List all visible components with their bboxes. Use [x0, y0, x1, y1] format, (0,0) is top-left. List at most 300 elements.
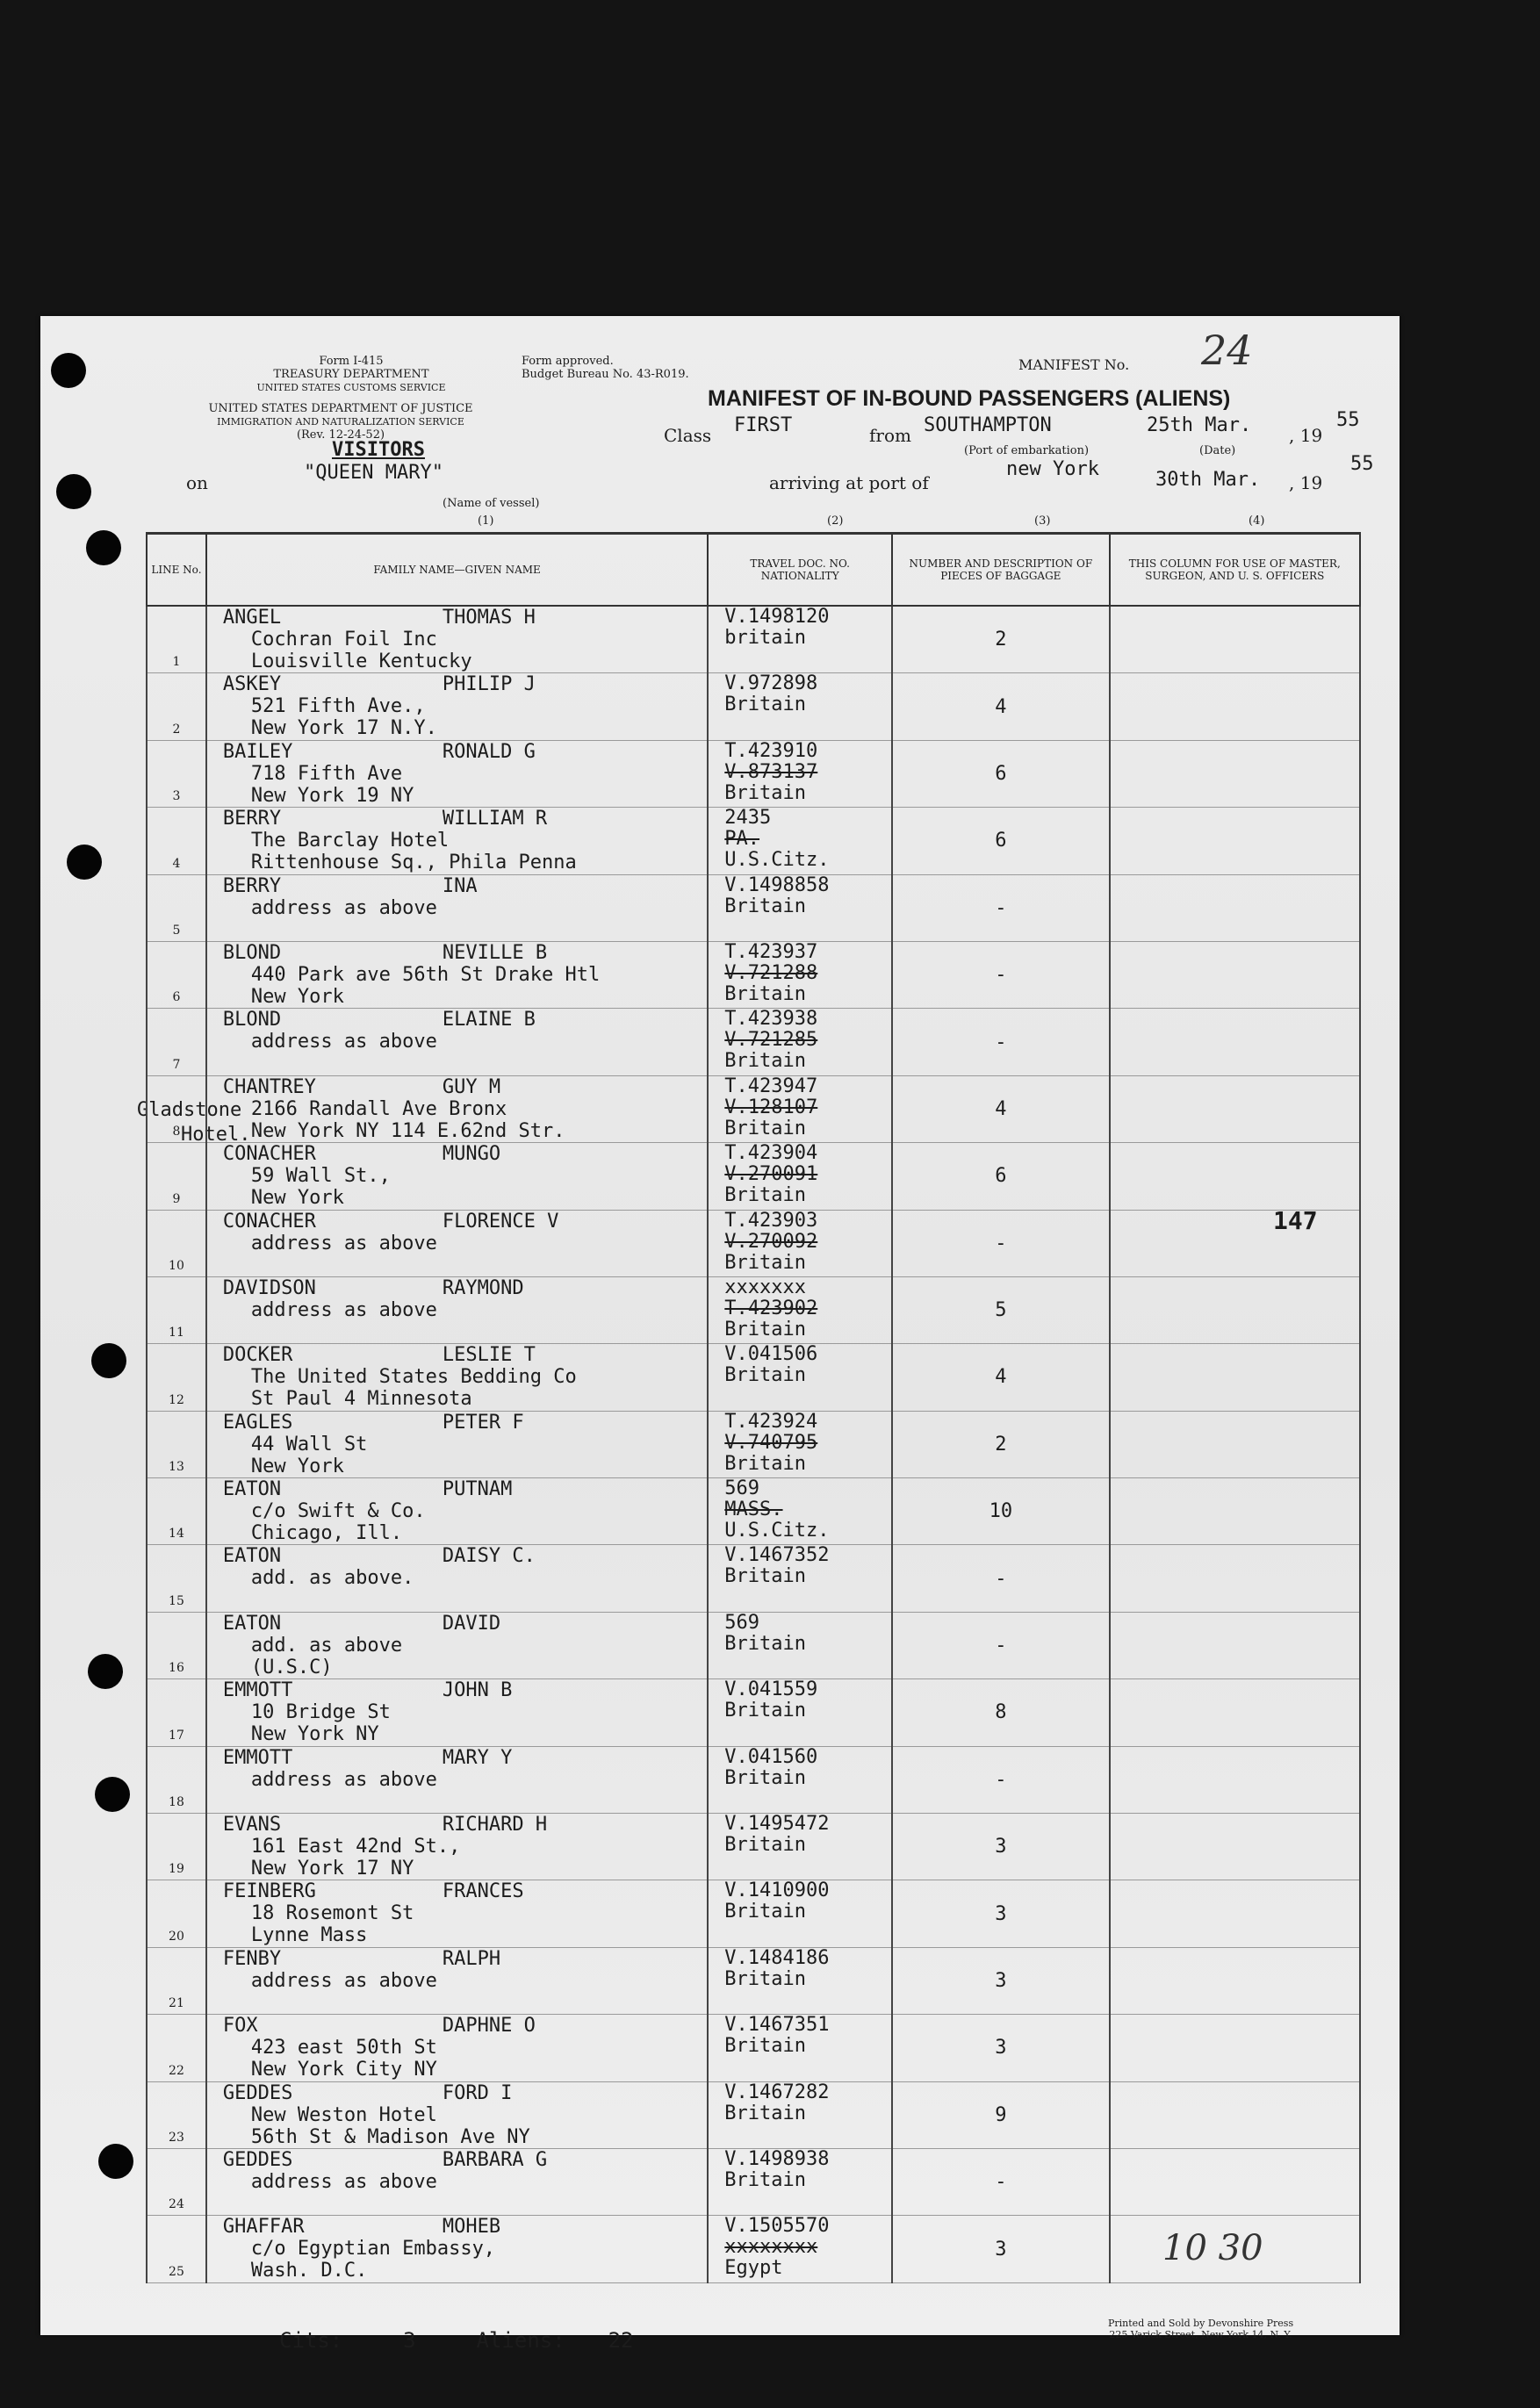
family-name: ANGEL — [222, 607, 282, 629]
baggage-cell — [892, 1075, 1110, 1142]
table-row — [147, 740, 1360, 807]
travel-doc-number: V.041559 — [724, 1678, 818, 1701]
name-cell — [206, 1276, 708, 1343]
family-name: EATON — [222, 1612, 282, 1635]
travel-doc-number: xxxxxxx — [724, 1276, 807, 1298]
aliens-count: 22 — [608, 2328, 634, 2353]
vessel-caption: (Name of vessel) — [443, 497, 540, 510]
travel-doc-cell — [708, 941, 892, 1008]
col-num-1: (1) — [478, 514, 494, 528]
table-row — [147, 1276, 1360, 1343]
travel-doc-cell — [708, 1276, 892, 1343]
given-name: RONALD G — [442, 740, 536, 763]
family-name: EATON — [222, 1545, 282, 1568]
nationality: Britain — [724, 1834, 807, 1857]
line-number: 11 — [169, 1326, 184, 1341]
given-name: NEVILLE B — [442, 941, 548, 964]
travel-doc-number: T.423903 — [724, 1209, 818, 1232]
nationality: britain — [724, 627, 807, 649]
nationality: Britain — [724, 694, 807, 716]
treasury-dept: TREASURY DEPARTMENT — [273, 368, 429, 381]
nationality: Britain — [724, 1184, 807, 1207]
officers-cell — [1110, 1612, 1360, 1678]
name-cell — [206, 1210, 708, 1276]
address-line-1: address as above — [250, 1298, 437, 1321]
given-name: MOHEB — [442, 2216, 501, 2239]
travel-doc-number: V.1467282 — [724, 2081, 830, 2103]
port-embarkation-caption: (Port of embarkation) — [964, 444, 1090, 457]
family-name: EVANS — [222, 1814, 282, 1837]
officers-cell — [1110, 1210, 1360, 1276]
officers-cell — [1110, 1478, 1360, 1545]
given-name: DAISY C. — [442, 1545, 536, 1568]
baggage-count: - — [995, 1031, 1007, 1053]
line-number-cell — [147, 2081, 206, 2148]
address-line-1: add. as above — [250, 1634, 403, 1657]
line-number: 22 — [169, 2063, 184, 2078]
table-row — [147, 1478, 1360, 1545]
table-row — [147, 1746, 1360, 1813]
baggage-count: 4 — [995, 695, 1007, 718]
baggage-count: 4 — [995, 1366, 1007, 1389]
officers-cell — [1110, 740, 1360, 807]
baggage-cell — [892, 941, 1110, 1008]
given-name: JOHN B — [442, 1679, 513, 1702]
address-line-1: 423 east 50th St — [250, 2037, 437, 2059]
travel-doc-alt: xxxxxxxx — [724, 2236, 818, 2259]
baggage-cell — [892, 2081, 1110, 2148]
family-name: FEINBERG — [222, 1880, 316, 1903]
revision-date: (Rev. 12-24-52) — [296, 428, 385, 442]
baggage-count: 10 — [989, 1500, 1013, 1523]
baggage-cell — [892, 1411, 1110, 1477]
given-name: MUNGO — [442, 1143, 501, 1166]
baggage-count: 3 — [995, 1836, 1007, 1858]
officers-cell — [1110, 874, 1360, 941]
address-line-2: New York — [250, 1187, 344, 1210]
name-cell — [206, 1411, 708, 1477]
travel-doc-number: 2435 — [724, 807, 772, 830]
punch-hole — [86, 530, 121, 565]
address-line-2: Chicago, Ill. — [250, 1522, 403, 1545]
line-number: 10 — [169, 1258, 184, 1273]
col-num-2: (2) — [827, 514, 844, 528]
printer-credit — [1108, 2318, 1293, 2340]
address-line-1: The United States Bedding Co — [250, 1366, 577, 1389]
family-name: GHAFFAR — [222, 2216, 305, 2239]
table-row — [147, 2148, 1360, 2215]
officers-cell — [1110, 808, 1360, 874]
line-number-cell — [147, 1344, 206, 1411]
name-cell — [206, 606, 708, 673]
address-line-1: 2166 Randall Ave Bronx — [250, 1097, 507, 1120]
given-name: WILLIAM R — [442, 808, 548, 830]
family-name: CONACHER — [222, 1143, 316, 1166]
baggage-count: 4 — [995, 1097, 1007, 1120]
name-cell — [206, 1143, 708, 1210]
address-line-2: New York — [250, 985, 344, 1008]
travel-doc-cell — [708, 1947, 892, 2014]
officers-cell — [1110, 2081, 1360, 2148]
line-number: 9 — [172, 1191, 181, 1206]
travel-doc-cell — [708, 1679, 892, 1746]
arrival-year: 55 — [1350, 453, 1374, 475]
given-name: GUY M — [442, 1075, 501, 1098]
given-name: FRANCES — [442, 1880, 524, 1903]
justice-block — [183, 402, 499, 442]
manifest-table — [146, 532, 1361, 2283]
given-name: MARY Y — [442, 1746, 513, 1769]
arriving-label: arriving at port of — [769, 472, 929, 493]
nationality: Britain — [724, 2102, 807, 2124]
col-name-header: FAMILY NAME—GIVEN NAME — [206, 534, 708, 607]
address-line-1: 718 Fifth Ave — [250, 762, 403, 785]
given-name: THOMAS H — [442, 607, 536, 629]
name-cell — [206, 2015, 708, 2081]
table-row — [147, 1411, 1360, 1477]
travel-doc-number: V.1505570 — [724, 2215, 830, 2238]
from-label: from — [869, 425, 911, 446]
line-number: 15 — [169, 1593, 184, 1608]
given-name: FLORENCE V — [442, 1210, 559, 1233]
line-number: 3 — [172, 789, 181, 804]
officers-cell — [1110, 1411, 1360, 1477]
travel-doc-number: V.041506 — [724, 1343, 818, 1366]
address-line-2: (U.S.C) — [250, 1656, 333, 1678]
table-row — [147, 1545, 1360, 1612]
baggage-cell — [892, 606, 1110, 673]
col-baggage-header: NUMBER AND DESCRIPTION OF PIECES OF BAGGAGE — [892, 534, 1110, 607]
travel-doc-number: V.1467351 — [724, 2014, 830, 2037]
baggage-cell — [892, 1344, 1110, 1411]
travel-doc-cell — [708, 1075, 892, 1142]
travel-doc-number: T.423910 — [724, 739, 818, 762]
col-num-4: (4) — [1249, 514, 1265, 528]
baggage-cell — [892, 2015, 1110, 2081]
printer-line-2: 225 Varick Street, New York 14, N. Y. — [1109, 2329, 1292, 2340]
given-name: LESLIE T — [442, 1344, 536, 1367]
footer-totals — [279, 2328, 633, 2353]
nationality: U.S.Citz. — [724, 1520, 830, 1542]
travel-doc-cell — [708, 2081, 892, 2148]
travel-doc-number: T.423904 — [724, 1142, 818, 1165]
given-name: PHILIP J — [442, 673, 536, 696]
address-line-2: 56th St & Madison Ave NY — [250, 2125, 530, 2148]
officers-cell — [1110, 1009, 1360, 1075]
travel-doc-alt: V.721285 — [724, 1029, 818, 1052]
nationality: Britain — [724, 1901, 807, 1923]
baggage-count: 3 — [995, 1902, 1007, 1925]
baggage-cell — [892, 1880, 1110, 1947]
name-cell — [206, 1344, 708, 1411]
nationality: Britain — [724, 1700, 807, 1722]
address-line-1: address as above — [250, 1232, 437, 1254]
baggage-count: - — [995, 2171, 1007, 2194]
given-name: DAPHNE O — [442, 2015, 536, 2038]
line-number-cell — [147, 1814, 206, 1880]
officers-cell — [1110, 1075, 1360, 1142]
family-name: BLOND — [222, 1009, 282, 1031]
given-name: PETER F — [442, 1411, 524, 1434]
address-line-1: address as above — [250, 1969, 437, 1992]
line-number: 24 — [169, 2197, 184, 2212]
family-name: BLOND — [222, 941, 282, 964]
travel-doc-number: V.1498858 — [724, 873, 830, 896]
travel-doc-number: V.1495472 — [724, 1813, 830, 1836]
arrival-year-prefix: , 19 — [1289, 472, 1323, 493]
travel-doc-cell — [708, 1478, 892, 1545]
line-number-cell — [147, 874, 206, 941]
name-cell — [206, 2081, 708, 2148]
line-number-cell — [147, 1679, 206, 1746]
address-line-2: Rittenhouse Sq., Phila Penna — [250, 852, 577, 874]
nationality: Britain — [724, 2168, 807, 2191]
table-row — [147, 1143, 1360, 1210]
date-caption: (Date) — [1199, 444, 1236, 457]
name-cell — [206, 1679, 708, 1746]
baggage-count: - — [995, 1232, 1007, 1254]
family-name: BERRY — [222, 808, 282, 830]
departure-date: 25th Mar. — [1147, 414, 1252, 436]
travel-doc-alt: T.423902 — [724, 1297, 818, 1319]
baggage-cell — [892, 1679, 1110, 1746]
officers-cell — [1110, 606, 1360, 673]
officers-cell — [1110, 1746, 1360, 1813]
line-number-cell — [147, 1075, 206, 1142]
class-value: FIRST — [734, 414, 793, 436]
punch-hole — [95, 1777, 130, 1812]
table-row — [147, 1075, 1360, 1142]
table-row — [147, 1009, 1360, 1075]
line-number-cell — [147, 1478, 206, 1545]
nationality: Britain — [724, 1117, 807, 1139]
travel-doc-cell — [708, 1612, 892, 1678]
line-number-cell — [147, 673, 206, 740]
travel-doc-cell — [708, 1814, 892, 1880]
family-name: EAGLES — [222, 1411, 293, 1434]
customs-service: UNITED STATES CUSTOMS SERVICE — [256, 382, 446, 393]
nationality: Britain — [724, 1967, 807, 1990]
line-number: 12 — [169, 1392, 184, 1407]
travel-doc-alt: V.270092 — [724, 1230, 818, 1253]
address-line-1: 161 East 42nd St., — [250, 1836, 461, 1858]
baggage-count: 8 — [995, 1701, 1007, 1724]
family-name: BAILEY — [222, 740, 293, 763]
line-number-cell — [147, 1746, 206, 1813]
address-line-1: c/o Egyptian Embassy, — [250, 2238, 496, 2261]
table-row — [147, 808, 1360, 874]
name-cell — [206, 1478, 708, 1545]
travel-doc-cell — [708, 1210, 892, 1276]
table-row — [147, 2015, 1360, 2081]
punch-hole — [88, 1654, 123, 1689]
line-number-cell — [147, 606, 206, 673]
table-row — [147, 1210, 1360, 1276]
time-stamp-note: 10 30 — [1162, 2228, 1263, 2268]
table-row — [147, 1880, 1360, 1947]
line-number: 13 — [169, 1460, 184, 1475]
line-number: 4 — [172, 856, 181, 871]
approval-block — [522, 355, 689, 381]
visitors-stamp: VISITORS — [332, 439, 425, 461]
table-row — [147, 606, 1360, 673]
given-name: RALPH — [442, 1947, 501, 1970]
name-cell — [206, 1947, 708, 2014]
line-number: 1 — [172, 655, 181, 670]
address-line-1: 44 Wall St — [250, 1433, 368, 1456]
baggage-count: 2 — [995, 629, 1007, 651]
travel-doc-number: V.972898 — [724, 672, 818, 695]
name-cell — [206, 2216, 708, 2282]
baggage-count: 3 — [995, 2238, 1007, 2261]
nationality: Britain — [724, 1766, 807, 1789]
address-line-2: New York NY — [250, 1723, 379, 1746]
table-header-row — [147, 534, 1360, 607]
table-row — [147, 1814, 1360, 1880]
travel-doc-alt: V.873137 — [724, 760, 818, 783]
travel-doc-number: T.423924 — [724, 1410, 818, 1433]
address-line-2: New York 17 NY — [250, 1858, 414, 1880]
nationality: Britain — [724, 781, 807, 804]
baggage-cell — [892, 1746, 1110, 1813]
line-number-cell — [147, 2015, 206, 2081]
family-name: EATON — [222, 1478, 282, 1501]
baggage-count: - — [995, 1635, 1007, 1657]
form-id-block — [193, 355, 509, 394]
name-cell — [206, 1545, 708, 1612]
line-number-cell — [147, 1612, 206, 1678]
line-number: 20 — [169, 1929, 184, 1944]
officers-cell — [1110, 673, 1360, 740]
line-number: 5 — [172, 923, 181, 938]
family-name: GEDDES — [222, 2081, 293, 2104]
nationality: Britain — [724, 1565, 807, 1588]
address-line-1: address as above — [250, 1768, 437, 1791]
address-line-1: address as above — [250, 896, 437, 919]
address-line-2: New York City NY — [250, 2059, 437, 2081]
baggage-count: 6 — [995, 1165, 1007, 1188]
baggage-count: - — [995, 1768, 1007, 1791]
table-row — [147, 2081, 1360, 2148]
col-officers-header: THIS COLUMN FOR USE OF MASTER, SURGEON, AND U. S. OFFICERS — [1110, 534, 1360, 607]
form-number: Form I-415 — [319, 355, 384, 368]
baggage-cell — [892, 808, 1110, 874]
line-number-cell — [147, 1210, 206, 1276]
travel-doc-number: V.1498120 — [724, 606, 830, 628]
manifest-no: 24 — [1201, 327, 1253, 374]
travel-doc-alt: V.740795 — [724, 1431, 818, 1454]
family-name: FOX — [222, 2015, 258, 2038]
travel-doc-alt: V.128107 — [724, 1096, 818, 1118]
line-number: 16 — [169, 1661, 184, 1676]
travel-doc-number: V.1467352 — [724, 1544, 830, 1567]
cits-label: Cits: — [279, 2328, 343, 2353]
port-embarkation: SOUTHAMPTON — [924, 414, 1052, 436]
baggage-count: 2 — [995, 1433, 1007, 1456]
nationality: Britain — [724, 1452, 807, 1475]
manifest-title: MANIFEST OF IN-BOUND PASSENGERS (ALIENS) — [708, 386, 1231, 411]
officers-cell — [1110, 2015, 1360, 2081]
address-line-2: Wash. D.C. — [250, 2260, 368, 2282]
col-num-3: (3) — [1034, 514, 1051, 528]
given-name: INA — [442, 874, 478, 897]
travel-doc-cell — [708, 2148, 892, 2215]
count-annotation: 147 — [1273, 1206, 1318, 1235]
address-line-2: Louisville Kentucky — [250, 651, 472, 672]
baggage-count: - — [995, 964, 1007, 987]
family-name: DOCKER — [222, 1344, 293, 1367]
line-number: 23 — [169, 2130, 184, 2145]
travel-doc-cell — [708, 740, 892, 807]
baggage-cell — [892, 673, 1110, 740]
departure-year: 55 — [1336, 409, 1360, 431]
address-line-2: St Paul 4 Minnesota — [250, 1388, 472, 1411]
travel-doc-number: 569 — [724, 1477, 760, 1500]
table-row — [147, 1344, 1360, 1411]
class-label: Class — [664, 425, 712, 446]
given-name: PUTNAM — [442, 1478, 513, 1501]
baggage-cell — [892, 874, 1110, 941]
travel-doc-cell — [708, 606, 892, 673]
travel-doc-number: T.423937 — [724, 940, 818, 963]
address-line-2: New York 17 N.Y. — [250, 717, 437, 740]
officers-cell — [1110, 941, 1360, 1008]
address-line-1: address as above — [250, 2170, 437, 2193]
col-line-header: LINE No. — [147, 534, 206, 607]
nationality: Britain — [724, 1364, 807, 1387]
baggage-cell — [892, 1276, 1110, 1343]
travel-doc-cell — [708, 1344, 892, 1411]
address-line-1: 10 Bridge St — [250, 1701, 391, 1724]
line-number-cell — [147, 1009, 206, 1075]
family-name: FENBY — [222, 1947, 282, 1970]
officers-cell — [1110, 1814, 1360, 1880]
nationality: U.S.Citz. — [724, 849, 830, 872]
given-name: FORD I — [442, 2081, 513, 2104]
baggage-cell — [892, 1210, 1110, 1276]
arrival-port: new York — [1006, 458, 1099, 480]
travel-doc-cell — [708, 1545, 892, 1612]
punch-hole — [67, 845, 102, 880]
travel-doc-number: T.423947 — [724, 1075, 818, 1097]
officers-cell — [1110, 1143, 1360, 1210]
nationality: Britain — [724, 1050, 807, 1073]
baggage-count: 3 — [995, 2037, 1007, 2059]
travel-doc-cell — [708, 2015, 892, 2081]
line-number-cell — [147, 808, 206, 874]
punch-hole — [98, 2144, 133, 2179]
on-label: on — [186, 472, 208, 493]
travel-doc-cell — [708, 1880, 892, 1947]
travel-doc-alt: V.721288 — [724, 961, 818, 984]
travel-doc-cell — [708, 2216, 892, 2282]
baggage-count: 3 — [995, 1970, 1007, 1992]
address-line-1: c/o Swift & Co. — [250, 1500, 426, 1523]
baggage-cell — [892, 1814, 1110, 1880]
manifest-no-label: MANIFEST No. — [1018, 356, 1130, 373]
officers-cell — [1110, 1344, 1360, 1411]
baggage-count: - — [995, 896, 1007, 919]
officers-cell — [1110, 1679, 1360, 1746]
vessel-name: "QUEEN MARY" — [304, 462, 443, 484]
nationality: Britain — [724, 895, 807, 917]
baggage-count: 6 — [995, 830, 1007, 852]
baggage-count: 5 — [995, 1299, 1007, 1322]
line-number-cell — [147, 1276, 206, 1343]
travel-doc-alt: V.270091 — [724, 1163, 818, 1186]
travel-doc-alt: MASS. — [724, 1499, 783, 1521]
nationality: Egypt — [724, 2257, 783, 2280]
